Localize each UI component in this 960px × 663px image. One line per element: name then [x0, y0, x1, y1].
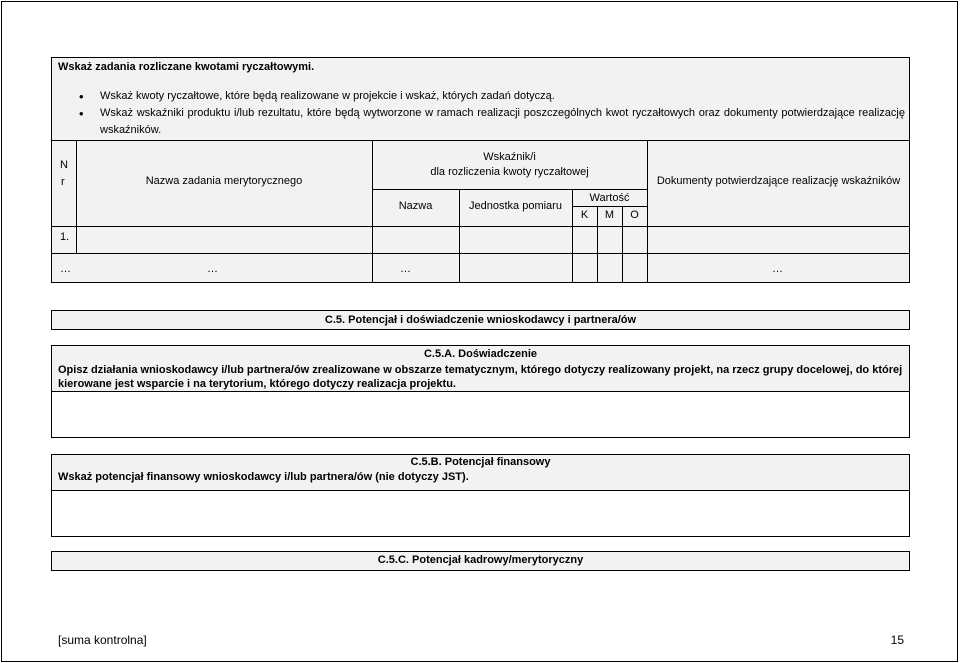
subsection-c-title: C.5.C. Potencjał kadrowy/merytoryczny [377, 554, 584, 566]
col-o-header: O [630, 209, 639, 221]
row-1-number: 1. [60, 231, 70, 243]
col-unit-header: Jednostka pomiaru [469, 200, 562, 212]
col-value-header: Wartość [589, 192, 630, 204]
col-task-header: Nazwa zadania merytorycznego [145, 175, 303, 187]
col-docs-header: Dokumenty potwierdzające realizację wskaźników [656, 175, 901, 187]
col-nr-header-line2: r [61, 176, 65, 188]
section-c5-title: C.5. Potencjał i doświadczenie wnioskodawcy i partnera/ów [324, 314, 637, 326]
subsection-a-title: C.5.A. Doświadczenie [423, 348, 538, 360]
table-col-line [76, 140, 77, 253]
instruction-item: • Wskaż kwoty ryczałtowe, które będą realizowane w projekcie i wskaż, których zadań dotyczą. [55, 88, 905, 105]
instruction-item: • Wskaż wskaźniki produktu i/lub rezultatu, które będą wytworzone w ramach realizacji poszczególnych kwot ryczałtowych oraz dokumenty potwierdzające realizację wskaźników. [55, 105, 905, 139]
col-m-header: M [604, 209, 615, 221]
checksum-label: [suma kontrolna] [58, 633, 147, 647]
row-more-docs: … [772, 263, 783, 275]
financial-answer-field[interactable] [51, 491, 910, 537]
table-value-divider [572, 206, 647, 207]
subsection-b-instructions: Wskaż potencjał finansowy wnioskodawcy i/lub partnera/ów (nie dotyczy JST). [58, 471, 469, 483]
subsection-b-title: C.5.B. Potencjał finansowy [410, 456, 551, 468]
table-header-divider [372, 189, 647, 190]
table-row-divider [51, 253, 910, 254]
table-top-border [51, 140, 910, 141]
col-k-header: K [580, 209, 589, 221]
table-col-line [647, 140, 648, 283]
instruction-list [55, 88, 905, 139]
row-more-name: … [400, 263, 411, 275]
subsection-a-instructions: Opisz działania wnioskodawcy i/lub partnera/ów zrealizowane w obszarze tematycznym, którego dotyczy realizowany projekt, na rzecz grupy docelowej, do której kierowane jest wsparcie i na terytorium, którego dotyczy realizacja projektu. [58, 364, 903, 390]
row-more-number: … [60, 263, 71, 275]
row-more-task: … [207, 263, 218, 275]
col-name-header: Nazwa [398, 200, 433, 212]
table-header-bottom [51, 226, 910, 227]
lump-sum-title: Wskaż zadania rozliczane kwotami ryczałtowymi. [58, 61, 315, 73]
col-indicator-header-line2: dla rozliczenia kwoty ryczałtowej [430, 166, 589, 178]
experience-answer-field[interactable] [51, 392, 910, 438]
col-indicator-header-line1: Wskaźnik/i [483, 151, 536, 163]
page-number: 15 [890, 633, 904, 647]
col-nr-header-line1: N [60, 159, 68, 171]
